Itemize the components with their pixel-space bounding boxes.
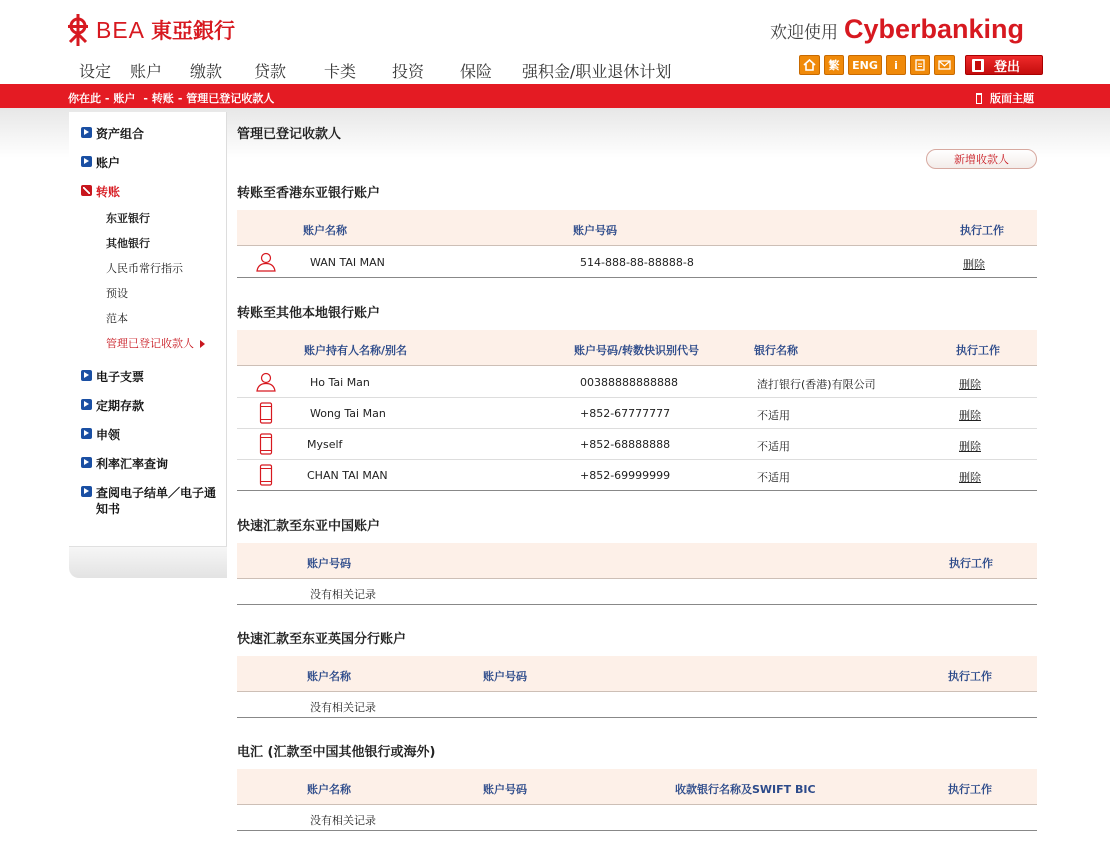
mobile-icon bbox=[255, 464, 277, 486]
breadcrumb-bar bbox=[0, 84, 1110, 108]
account-number: 00388888888888 bbox=[580, 376, 678, 389]
table-header bbox=[237, 543, 1037, 579]
table-row bbox=[237, 429, 1037, 460]
breadcrumb bbox=[68, 90, 274, 106]
account-number: +852-69999999 bbox=[580, 469, 671, 482]
bea-logo-icon bbox=[66, 14, 90, 46]
arrow-bullet-icon bbox=[81, 457, 92, 468]
section-title-wire: 电汇 (汇款至中国其他银行或海外) bbox=[237, 745, 436, 760]
empty-row bbox=[237, 805, 1037, 831]
theme-toggle[interactable] bbox=[976, 90, 1034, 106]
delete-link[interactable]: 删除 bbox=[959, 409, 981, 422]
payee-name: CHAN TAI MAN bbox=[307, 469, 388, 482]
column-header: 账户号码 bbox=[483, 670, 527, 683]
print-icon[interactable] bbox=[910, 55, 930, 75]
mail-icon[interactable] bbox=[934, 55, 955, 75]
sidebar-sub-template[interactable]: 范本 bbox=[106, 312, 128, 325]
payee-name: Wong Tai Man bbox=[310, 407, 386, 420]
account-number: 514-888-88-88888-8 bbox=[580, 256, 694, 269]
person-icon bbox=[255, 251, 277, 273]
delete-link[interactable]: 删除 bbox=[963, 258, 985, 271]
table-row bbox=[237, 398, 1037, 429]
column-header: 银行名称 bbox=[754, 344, 798, 357]
arrow-bullet-icon bbox=[81, 156, 92, 167]
section-title-bea: 转账至香港东亚银行账户 bbox=[237, 186, 381, 201]
column-header: 账户名称 bbox=[307, 783, 351, 796]
account-number: +852-67777777 bbox=[580, 407, 671, 420]
payee-name: Ho Tai Man bbox=[310, 376, 370, 389]
arrow-bullet-icon bbox=[81, 127, 92, 138]
sidebar-item-transfer[interactable] bbox=[81, 184, 120, 200]
column-header: 执行工作 bbox=[960, 224, 1004, 237]
breadcrumb-transfer[interactable]: - 转账 bbox=[143, 92, 174, 105]
empty-row bbox=[237, 579, 1037, 605]
arrow-bullet-icon bbox=[81, 486, 92, 497]
table-row bbox=[237, 460, 1037, 491]
sidebar-item-label: 账户 bbox=[96, 156, 121, 170]
column-header: 账户号码 bbox=[573, 224, 617, 237]
empty-message: 没有相关记录 bbox=[310, 814, 376, 827]
logout-button[interactable] bbox=[965, 55, 1043, 75]
table-header bbox=[237, 769, 1037, 805]
sidebar-item-label: 申领 bbox=[96, 428, 121, 442]
top-nav bbox=[79, 59, 671, 82]
delete-link[interactable]: 删除 bbox=[959, 440, 981, 453]
sidebar-item-label: 电子支票 bbox=[96, 370, 145, 384]
column-header: 账户名称 bbox=[303, 224, 347, 237]
sidebar-item-rates[interactable] bbox=[81, 456, 168, 472]
breadcrumb-accounts[interactable]: 账户 bbox=[113, 92, 136, 105]
breadcrumb-current: - 管理已登记收款人 bbox=[177, 92, 275, 105]
arrow-bullet-icon bbox=[81, 370, 92, 381]
sidebar-item-label: 资产组合 bbox=[96, 127, 145, 141]
column-header: 收款银行名称及SWIFT BIC bbox=[675, 783, 816, 796]
empty-message: 没有相关记录 bbox=[310, 588, 376, 601]
welcome-brand: Cyberbanking bbox=[843, 14, 1024, 44]
section-title-china: 快速汇款至东亚中国账户 bbox=[237, 519, 381, 534]
nav-investment[interactable]: 投资 bbox=[392, 62, 425, 81]
logo-chinese: 東亞銀行 bbox=[151, 19, 236, 43]
section-title-uk: 快速汇款至东亚英国分行账户 bbox=[237, 632, 407, 647]
sidebar-item-label: 利率汇率查询 bbox=[96, 457, 169, 471]
sidebar-item-portfolio[interactable] bbox=[81, 126, 144, 142]
nav-payments[interactable]: 缴款 bbox=[190, 62, 223, 81]
bank-name: 渣打银行(香港)有限公司 bbox=[757, 378, 876, 391]
column-header: 账户名称 bbox=[307, 670, 351, 683]
column-header: 执行工作 bbox=[948, 670, 992, 683]
door-icon bbox=[972, 59, 984, 72]
bea-logo[interactable] bbox=[66, 14, 235, 46]
arrow-bullet-icon bbox=[81, 428, 92, 439]
sidebar-item-estatements[interactable] bbox=[81, 485, 216, 517]
delete-link[interactable]: 删除 bbox=[959, 471, 981, 484]
nav-mpf[interactable]: 强积金/职业退休计划 bbox=[522, 62, 672, 81]
column-header: 账户号码 bbox=[307, 557, 351, 570]
arrow-bullet-icon bbox=[81, 399, 92, 410]
sidebar-sub-rmb-standing[interactable]: 人民币常行指示 bbox=[106, 262, 183, 275]
column-header: 执行工作 bbox=[956, 344, 1000, 357]
person-icon bbox=[255, 371, 277, 393]
sidebar-item-label: 查阅电子结单／电子通知书 bbox=[96, 486, 217, 516]
nav-loans[interactable]: 贷款 bbox=[254, 62, 287, 81]
breadcrumb-prefix: 你在此 - bbox=[68, 92, 110, 105]
home-icon[interactable] bbox=[799, 55, 820, 75]
traditional-chinese-button[interactable]: 繁 bbox=[824, 55, 844, 75]
table-header bbox=[237, 330, 1037, 366]
english-button[interactable]: ENG bbox=[848, 55, 882, 75]
expanded-bullet-icon bbox=[81, 185, 92, 196]
sidebar-item-label: 定期存款 bbox=[96, 399, 145, 413]
bank-name: 不适用 bbox=[757, 440, 790, 453]
theme-label: 版面主题 bbox=[990, 92, 1034, 105]
sidebar-sub-other-banks[interactable]: 其他银行 bbox=[106, 237, 150, 250]
welcome-prefix: 欢迎使用 bbox=[769, 23, 838, 43]
payee-name: WAN TAI MAN bbox=[310, 256, 385, 269]
column-header: 执行工作 bbox=[949, 557, 993, 570]
payee-name: Myself bbox=[307, 438, 343, 451]
sidebar-sub-preset[interactable]: 预设 bbox=[106, 287, 128, 300]
welcome-banner bbox=[770, 14, 1024, 45]
add-payee-button[interactable]: 新增收款人 bbox=[926, 149, 1037, 169]
logout-label: 登出 bbox=[994, 59, 1021, 75]
table-header bbox=[237, 656, 1037, 692]
mobile-icon bbox=[255, 433, 277, 455]
page-title: 管理已登记收款人 bbox=[237, 127, 342, 142]
column-header: 执行工作 bbox=[948, 783, 992, 796]
bank-name: 不适用 bbox=[757, 409, 790, 422]
empty-message: 没有相关记录 bbox=[310, 701, 376, 714]
nav-accounts[interactable]: 账户 bbox=[130, 62, 163, 81]
table-header bbox=[237, 210, 1037, 246]
empty-row bbox=[237, 692, 1037, 718]
header bbox=[0, 0, 1110, 84]
logo-text: BEA bbox=[96, 16, 146, 43]
section-title-local: 转账至其他本地银行账户 bbox=[237, 306, 381, 321]
sidebar-sub-manage-payees[interactable]: 管理已登记收款人 bbox=[106, 335, 205, 351]
nav-insurance[interactable]: 保险 bbox=[460, 62, 493, 81]
nav-cards[interactable]: 卡类 bbox=[324, 62, 357, 81]
table-row bbox=[237, 367, 1037, 398]
sidebar-sub-bea[interactable]: 东亚银行 bbox=[106, 212, 150, 225]
column-header: 账户号码 bbox=[483, 783, 527, 796]
mobile-icon bbox=[255, 402, 277, 424]
delete-link[interactable]: 删除 bbox=[959, 378, 981, 391]
sidebar-item-accounts[interactable] bbox=[81, 155, 120, 171]
sidebar-item-label: 转账 bbox=[96, 185, 121, 199]
info-icon[interactable]: i bbox=[886, 55, 906, 75]
layout-icon bbox=[976, 93, 982, 104]
column-header: 账户持有人名称/别名 bbox=[304, 344, 408, 357]
table-row bbox=[237, 247, 1037, 278]
sidebar-footer bbox=[69, 546, 227, 578]
toolbar bbox=[799, 55, 1043, 75]
nav-settings[interactable]: 设定 bbox=[79, 62, 112, 81]
bank-name: 不适用 bbox=[757, 471, 790, 484]
column-header: 账户号码/转数快识别代号 bbox=[574, 344, 700, 357]
sidebar bbox=[69, 112, 227, 578]
sidebar-item-apply[interactable] bbox=[81, 427, 120, 443]
sidebar-item-time-deposit[interactable] bbox=[81, 398, 144, 414]
account-number: +852-68888888 bbox=[580, 438, 671, 451]
sidebar-item-e-cheque[interactable] bbox=[81, 369, 144, 385]
